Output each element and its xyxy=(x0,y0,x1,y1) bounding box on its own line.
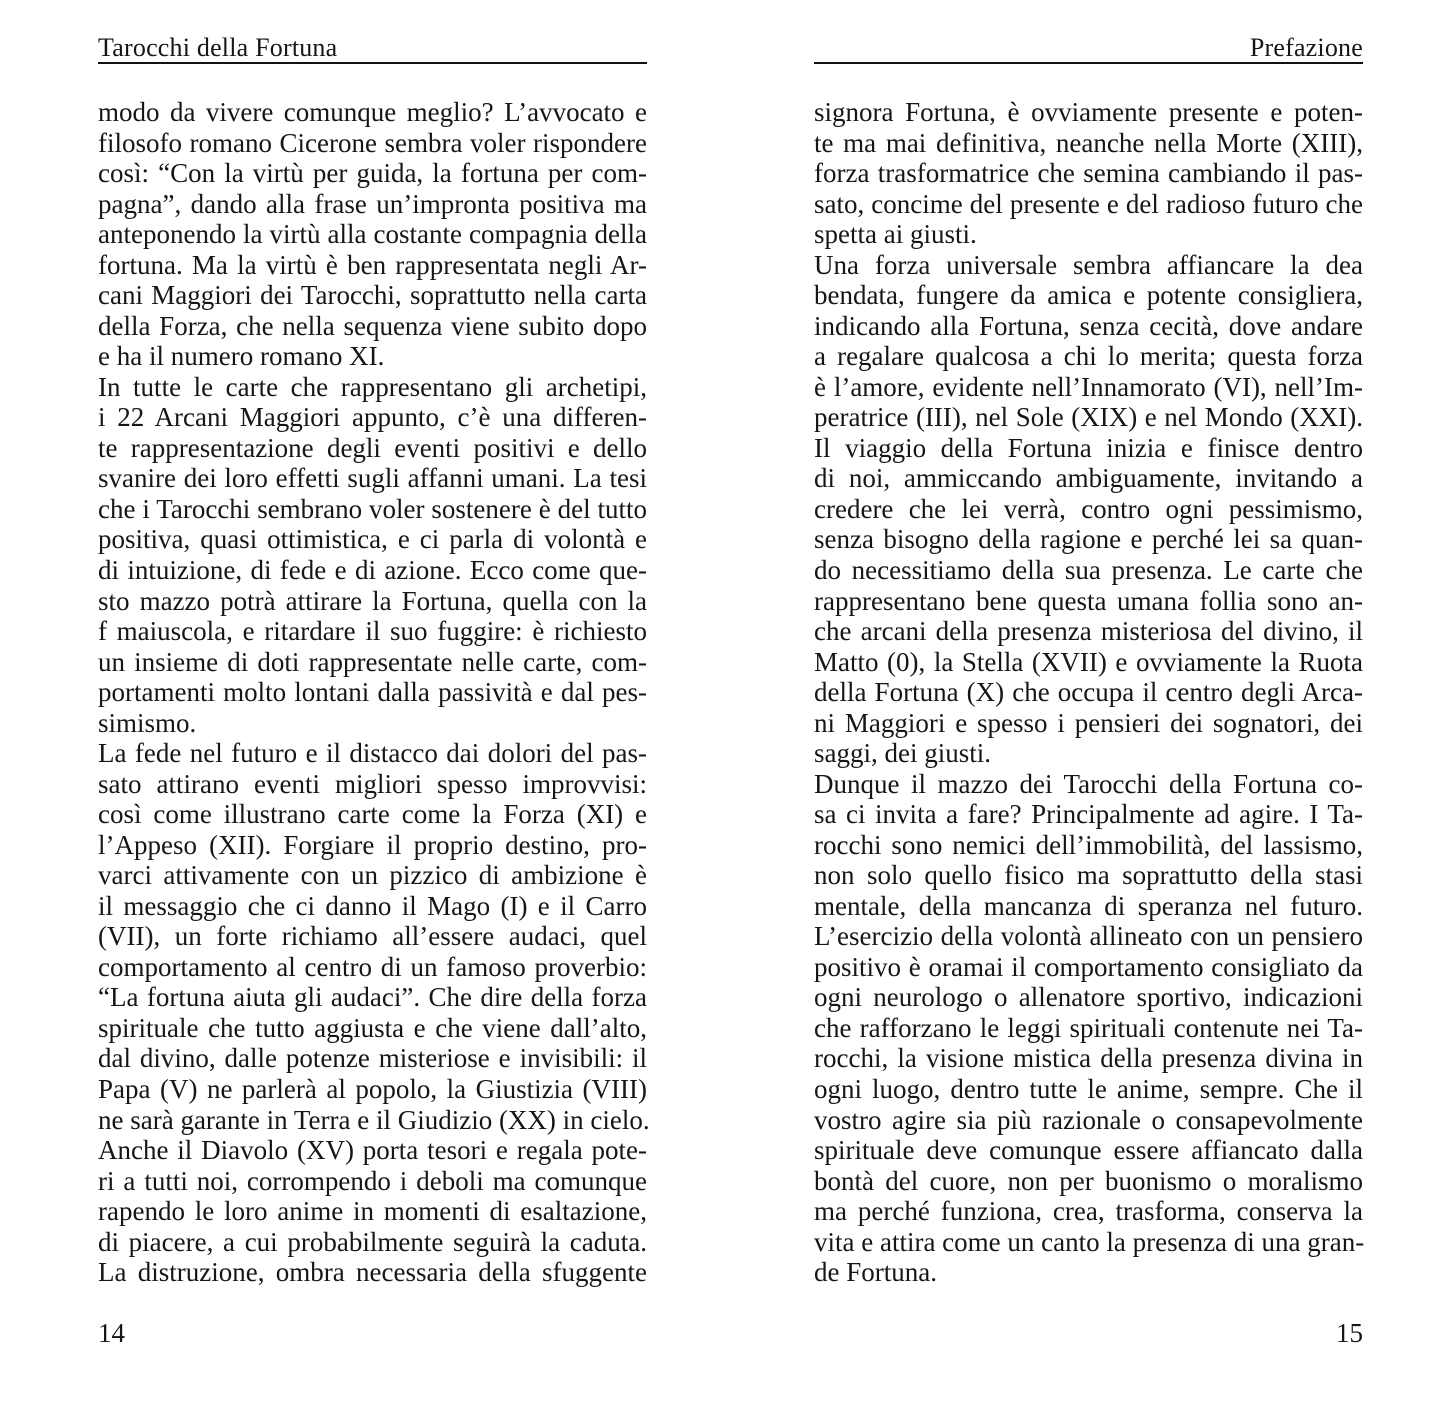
body-text-line: (VII), un forte richiamo all’essere audaci, quel xyxy=(98,921,647,952)
body-text-line: modo da vivere comunque meglio? L’avvocato e xyxy=(98,97,647,127)
body-text-line: così come illustrano carte come la Forza (XI) e xyxy=(98,799,647,830)
body-text-line: ri a tutti noi, corrompendo i deboli ma comunque xyxy=(98,1165,647,1196)
body-text-line: sto mazzo potrà attirare la Fortuna, quella con la xyxy=(98,585,647,616)
body-text-line: fortuna. Ma la virtù è ben rappresentata negli Ar- xyxy=(98,249,647,280)
body-text-line: che rafforzano le leggi spirituali contenute nei Ta- xyxy=(814,1012,1363,1043)
body-text-line: così: “Con la virtù per guida, la fortuna per com- xyxy=(98,158,647,189)
right-page-body xyxy=(814,97,1363,1288)
body-text-line: signora Fortuna, è ovviamente presente e poten- xyxy=(814,97,1363,127)
body-text-line: è l’amore, evidente nell’Innamorato (VI), nell’Im- xyxy=(814,371,1363,402)
body-text-line: che arcani della presenza misteriosa del divino, il xyxy=(814,616,1363,647)
body-text-line: dal divino, dalle potenze misteriose e invisibili: il xyxy=(98,1043,647,1074)
body-text-line: sa ci invita a fare? Principalmente ad agire. I Ta- xyxy=(814,799,1363,830)
body-text-line: In tutte le carte che rappresentano gli archetipi, xyxy=(98,371,647,402)
body-text-line: “La fortuna aiuta gli audaci”. Che dire della forza xyxy=(98,982,647,1013)
body-text-line: di intuizione, di fede e di azione. Ecco come que- xyxy=(98,554,647,585)
body-text-line: ma perché funziona, crea, trasforma, conserva la xyxy=(814,1196,1363,1227)
body-text-line: di piacere, a cui probabilmente seguirà la caduta. xyxy=(98,1226,647,1257)
body-text-line: L’esercizio della volontà allineato con un pensiero xyxy=(814,921,1363,952)
body-text-line: rapendo le loro anime in momenti di esaltazione, xyxy=(98,1196,647,1227)
left-page xyxy=(98,0,650,1402)
body-text-line: anteponendo la virtù alla costante compagnia della xyxy=(98,219,647,250)
body-text-line: vita e attira come un canto la presenza di una gran- xyxy=(814,1226,1365,1257)
right-header-rule xyxy=(814,62,1363,64)
body-text-line: che i Tarocchi sembrano voler sostenere è del tutto xyxy=(98,493,647,524)
body-text-line: spirituale che tutto aggiusta e che viene dall’alto, xyxy=(98,1012,647,1043)
left-header-rule xyxy=(98,62,647,64)
body-text-line: Il viaggio della Fortuna inizia e finisce dentro xyxy=(814,432,1363,463)
left-running-header: Tarocchi della Fortuna xyxy=(98,33,338,62)
body-text-line: sato, concime del presente e del radioso futuro che xyxy=(814,188,1363,219)
body-text-line: La fede nel futuro e il distacco dai dolori del pas- xyxy=(98,738,647,769)
body-text-line: La distruzione, ombra necessaria della sfuggente xyxy=(98,1257,647,1288)
body-text-line: rocchi sono nemici dell’immobilità, del lassismo, xyxy=(814,829,1363,860)
body-text-line: credere che lei verrà, contro ogni pessimismo, xyxy=(814,493,1363,524)
body-text-line: varci attivamente con un pizzico di ambizione è xyxy=(98,860,647,891)
body-text-line: spetta ai giusti. xyxy=(814,219,977,250)
body-text-line: f maiuscola, e ritardare il suo fuggire: è richiesto xyxy=(98,616,647,647)
body-text-line: bendata, fungere da amica e potente consigliera, xyxy=(814,280,1363,311)
body-text-line: ne sarà garante in Terra e il Giudizio (XX) in cielo. xyxy=(98,1104,650,1135)
body-text-line: positivo è oramai il comportamento consigliato da xyxy=(814,951,1363,982)
body-text-line: i 22 Arcani Maggiori appunto, c’è una differen- xyxy=(98,402,647,433)
left-page-body xyxy=(98,97,650,1288)
body-text-line: rocchi, la visione mistica della presenza divina in xyxy=(814,1043,1363,1074)
body-text-line: un insieme di doti rappresentate nelle carte, com- xyxy=(98,646,647,677)
right-page-number: 15 xyxy=(1336,1318,1363,1348)
body-text-line: ni Maggiori e spesso i pensieri dei sognatori, dei xyxy=(814,707,1363,738)
body-text-line: Papa (V) ne parlerà al popolo, la Giustizia (VIII) xyxy=(98,1074,647,1104)
body-text-line: della Forza, che nella sequenza viene subito dopo xyxy=(98,310,647,341)
body-text-line: spirituale deve comunque essere affiancato dalla xyxy=(814,1135,1363,1166)
body-text-line: de Fortuna. xyxy=(814,1257,937,1288)
body-text-line: il messaggio che ci danno il Mago (I) e il Carro xyxy=(98,890,647,921)
body-text-line: non solo quello fisico ma soprattutto della stasi xyxy=(814,860,1363,891)
body-text-line: simismo. xyxy=(98,707,197,738)
body-text-line: te ma mai definitiva, neanche nella Morte (XIII), xyxy=(814,127,1363,158)
body-text-line: e ha il numero romano XI. xyxy=(98,341,385,372)
body-text-line: filosofo romano Cicerone sembra voler rispondere xyxy=(98,127,647,158)
right-page xyxy=(814,0,1363,1402)
body-text-line: l’Appeso (XII). Forgiare il proprio destino, pro- xyxy=(98,829,647,860)
body-text-line: di noi, ammiccando ambiguamente, invitando a xyxy=(814,463,1363,494)
body-text-line: te rappresentazione degli eventi positivi e dello xyxy=(98,432,647,463)
body-text-line: pagna”, dando alla frase un’impronta positiva ma xyxy=(98,188,647,219)
body-text-line: vostro agire sia più razionale o consapevolmente xyxy=(814,1104,1363,1135)
body-text-line: mentale, della mancanza di speranza nel futuro. xyxy=(814,890,1363,921)
body-text-line: forza trasformatrice che semina cambiando il pas- xyxy=(814,158,1363,189)
body-text-line: cani Maggiori dei Tarocchi, soprattutto nella carta xyxy=(98,280,647,311)
body-text-line: Matto (0), la Stella (XVII) e ovviamente la Ruota xyxy=(814,646,1363,677)
body-text-line: ogni luogo, dentro tutte le anime, sempre. Che il xyxy=(814,1074,1363,1104)
body-text-line: a regalare qualcosa a chi lo merita; questa forza xyxy=(814,341,1363,372)
right-running-header: Prefazione xyxy=(1249,33,1363,62)
body-text-line: della Fortuna (X) che occupa il centro degli Arca- xyxy=(814,677,1363,708)
body-text-line: bontà del cuore, non per buonismo o moralismo xyxy=(814,1165,1363,1196)
body-text-line: peratrice (III), nel Sole (XIX) e nel Mondo (XXI). xyxy=(814,402,1363,433)
left-page-number: 14 xyxy=(98,1318,125,1348)
body-text-line: sato attirano eventi migliori spesso improvvisi: xyxy=(98,768,647,799)
body-text-line: rappresentano bene questa umana follia sono an- xyxy=(814,585,1363,616)
body-text-line: do necessitiamo della sua presenza. Le carte che xyxy=(814,554,1363,585)
body-text-line: ogni neurologo o allenatore sportivo, indicazioni xyxy=(814,982,1363,1013)
body-text-line: portamenti molto lontani dalla passività e dal pes- xyxy=(98,677,647,708)
body-text-line: positiva, quasi ottimistica, e ci parla di volontà e xyxy=(98,524,647,555)
body-text-line: indicando alla Fortuna, senza cecità, dove andare xyxy=(814,310,1363,341)
body-text-line: Una forza universale sembra affiancare la dea xyxy=(814,249,1363,280)
body-text-line: saggi, dei giusti. xyxy=(814,738,991,769)
body-text-line: Anche il Diavolo (XV) porta tesori e regala pote- xyxy=(98,1135,647,1166)
body-text-line: svanire dei loro effetti sugli affanni umani. La tesi xyxy=(98,463,647,494)
body-text-line: Dunque il mazzo dei Tarocchi della Fortuna co- xyxy=(814,768,1363,799)
body-text-line: comportamento al centro di un famoso proverbio: xyxy=(98,951,647,982)
body-text-line: senza bisogno della ragione e perché lei sa quan- xyxy=(814,524,1363,555)
